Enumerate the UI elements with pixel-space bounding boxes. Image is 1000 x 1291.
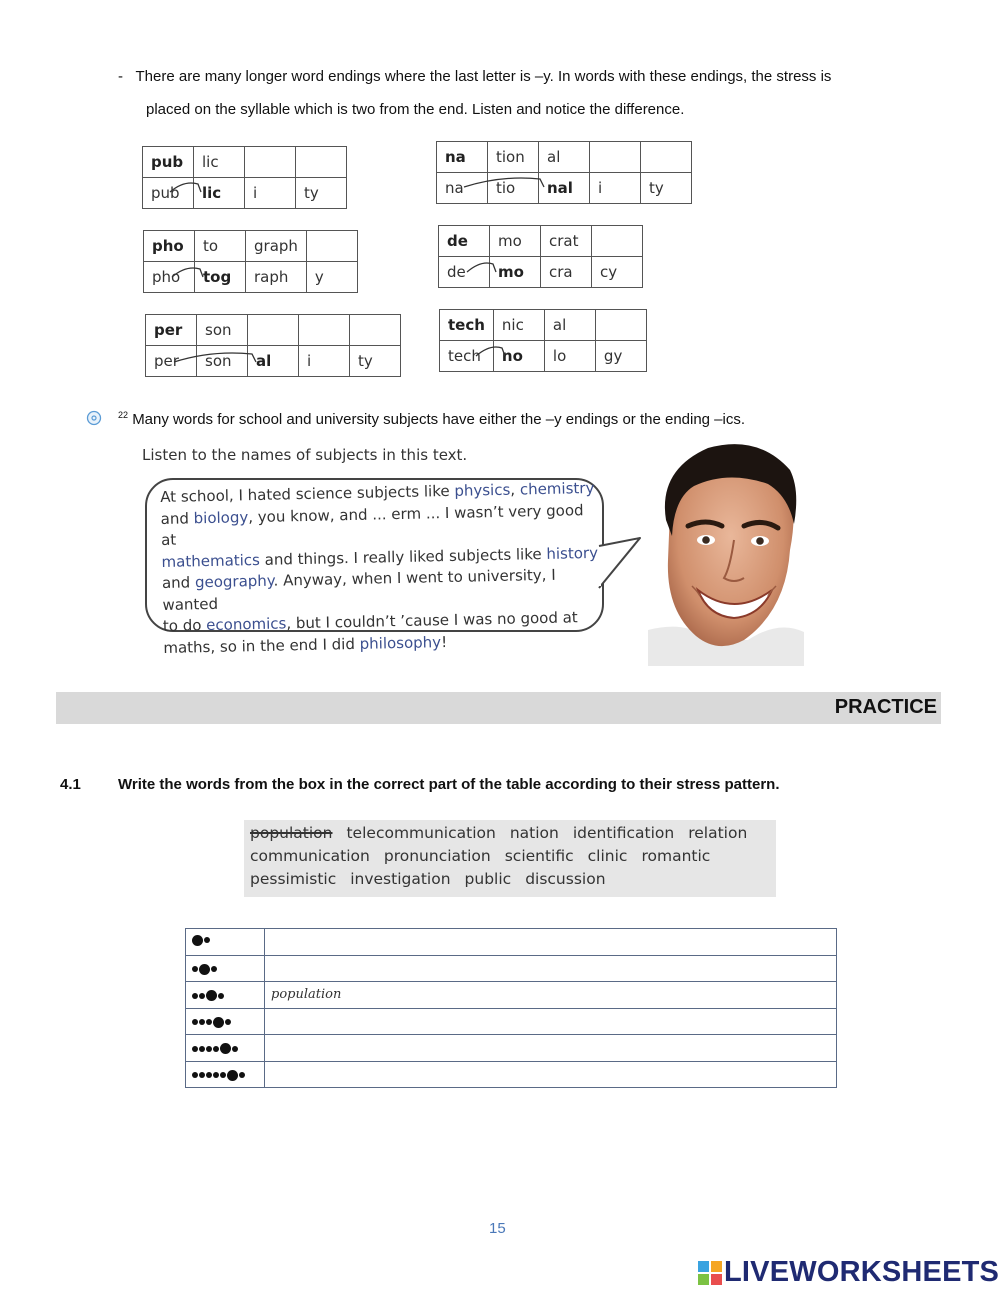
syllable-table-public [142, 146, 347, 209]
stress-pattern-cell [186, 982, 265, 1009]
syllable-cell: nic [493, 310, 544, 341]
syllable-cell: son [197, 346, 248, 377]
bubble-text-segment: , you know, and ... erm ... I wasn’t very good at [160, 500, 584, 549]
bubble-text-segment: ! [440, 632, 448, 651]
syllable-table-technology [439, 309, 647, 372]
syllable-cell: i [590, 173, 641, 204]
syllable-cell [248, 315, 299, 346]
answer-cell[interactable] [265, 1061, 837, 1088]
stress-row [186, 1008, 837, 1035]
stress-dots-icon [192, 935, 211, 946]
intro-line-2: placed on the syllable which is two from the end. Listen and notice the difference. [146, 101, 685, 118]
speech-bubble-text [160, 478, 604, 659]
stress-arrow-icon [474, 344, 514, 358]
syllable-cell: to [195, 231, 246, 262]
unstressed-dot [199, 1046, 205, 1052]
syllable-cell: pho [144, 262, 195, 293]
word-box-word: communication [250, 847, 370, 865]
bubble-text-segment: to do [162, 616, 207, 635]
subject-word: physics [454, 480, 511, 500]
unstressed-dot [199, 1019, 205, 1025]
stress-row [186, 1035, 837, 1062]
subject-word: mathematics [161, 550, 261, 571]
bubble-text-segment: and [161, 573, 196, 592]
word-box-word: discussion [525, 870, 606, 888]
unstressed-dot [204, 937, 210, 943]
word-box-word: relation [688, 824, 748, 842]
logo-cubes-icon [698, 1261, 722, 1285]
syllable-cell: tog [195, 262, 246, 293]
syllable-cell: tio [488, 173, 539, 204]
word-box-word: telecommunication [346, 824, 496, 842]
unstressed-dot [199, 1072, 205, 1078]
syllable-cell [592, 226, 643, 257]
intro-text-1: There are many longer word endings where the last letter is –y. In words with these endings, the stress is [135, 68, 832, 85]
answer-cell[interactable] [265, 955, 837, 982]
syllable-cell [299, 315, 350, 346]
subject-word: biology [193, 507, 249, 527]
syllable-cell: raph [246, 262, 307, 293]
liveworksheets-logo[interactable] [698, 1256, 999, 1289]
unstressed-dot [192, 1019, 198, 1025]
syllable-cell: tech [440, 310, 494, 341]
syllable-cell: pho [144, 231, 195, 262]
unstressed-dot [199, 993, 205, 999]
logo-cube [711, 1274, 722, 1285]
syllable-table-personality [145, 314, 401, 377]
unstressed-dot [206, 1019, 212, 1025]
stress-row [186, 982, 837, 1009]
syllable-cell: de [439, 226, 490, 257]
syllable-cell: pub [143, 147, 194, 178]
stress-pattern-cell [186, 1061, 265, 1088]
word-box-word: pessimistic [250, 870, 337, 888]
stress-arrow-icon [168, 180, 208, 194]
unstressed-dot [220, 1072, 226, 1078]
syllable-table-photography [143, 230, 358, 293]
syllable-cell [296, 147, 347, 178]
word-box-word: public [464, 870, 512, 888]
unstressed-dot [232, 1046, 238, 1052]
unstressed-dot [192, 993, 198, 999]
bubble-text-segment: and things. I really liked subjects like [259, 544, 547, 569]
word-box-row [250, 847, 724, 865]
unstressed-dot [192, 966, 198, 972]
word-box-word: identification [572, 824, 675, 842]
subject-word: economics [206, 614, 287, 635]
answer-cell[interactable]: population [265, 982, 837, 1009]
syllable-cell: no [493, 341, 544, 372]
syllable-cell: na [437, 173, 488, 204]
bubble-text-segment: maths, so in the end I did [163, 634, 360, 657]
syllable-cell [590, 142, 641, 173]
bubble-text-segment: , [510, 480, 521, 499]
stress-pattern-cell [186, 1035, 265, 1062]
subject-word: chemistry [519, 478, 595, 499]
unstressed-dot [192, 1072, 198, 1078]
audio-disc-icon[interactable] [86, 410, 102, 426]
bullet-dash: - [118, 68, 123, 85]
syllable-table-nationality [436, 141, 692, 204]
syllable-cell: lo [544, 341, 595, 372]
syllable-cell: tion [488, 142, 539, 173]
answer-cell[interactable] [265, 929, 837, 956]
syllable-cell: al [248, 346, 299, 377]
syllable-cell [641, 142, 692, 173]
practice-title: PRACTICE [834, 696, 937, 718]
stress-pattern-cell [186, 929, 265, 956]
stressed-dot [227, 1070, 238, 1081]
stress-pattern-cell [186, 955, 265, 982]
syllable-cell [350, 315, 401, 346]
bubble-text-segment: . Anyway, when I went to university, I wanted [162, 565, 556, 614]
syllable-cell: son [197, 315, 248, 346]
syllable-cell: na [437, 142, 488, 173]
note-sentence: Many words for school and university subjects have either the –y endings or the ending –ics. [132, 411, 746, 428]
speech-bubble-tail-icon [596, 530, 646, 600]
unstressed-dot [213, 1046, 219, 1052]
word-box-word: pronunciation [383, 847, 491, 865]
subject-word: history [546, 543, 599, 563]
logo-cube [698, 1261, 709, 1272]
syllable-cell: pub [143, 178, 194, 209]
syllable-cell: per [146, 315, 197, 346]
syllable-cell: crat [541, 226, 592, 257]
syllable-cell [595, 310, 646, 341]
syllable-cell: tech [440, 341, 494, 372]
syllable-cell: i [245, 178, 296, 209]
question-text: Write the words from the box in the correct part of the table according to their stress pattern. [118, 776, 780, 793]
syllable-cell: mo [490, 257, 541, 288]
stressed-dot [220, 1043, 231, 1054]
syllable-cell: nal [539, 173, 590, 204]
syllable-cell: al [544, 310, 595, 341]
intro-line-1 [118, 60, 938, 93]
stress-pattern-cell [186, 1008, 265, 1035]
stressed-dot [192, 935, 203, 946]
stress-dots-icon [192, 1017, 232, 1028]
syllable-cell: per [146, 346, 197, 377]
syllable-cell [306, 231, 357, 262]
stressed-dot [213, 1017, 224, 1028]
stress-dots-icon [192, 1043, 239, 1054]
word-box-word: romantic [641, 847, 711, 865]
stress-arrow-icon [465, 260, 505, 274]
page-number: 15 [489, 1220, 506, 1237]
stress-dots-icon [192, 1070, 246, 1081]
word-box [244, 820, 776, 897]
bubble-text-segment: and [160, 508, 194, 528]
unstressed-dot [192, 1046, 198, 1052]
syllable-cell: ty [350, 346, 401, 377]
syllable-cell: ty [641, 173, 692, 204]
question-number: 4.1 [60, 776, 81, 793]
syllable-cell: i [299, 346, 350, 377]
syllable-cell: graph [246, 231, 307, 262]
syllable-table-democracy [438, 225, 643, 288]
unstressed-dot [213, 1072, 219, 1078]
bubble-text-segment: At school, I hated science subjects like [160, 481, 455, 506]
logo-cube [698, 1274, 709, 1285]
syllable-cell [245, 147, 296, 178]
practice-section-header [56, 692, 941, 724]
word-box-word: scientific [504, 847, 574, 865]
stress-dots-icon [192, 990, 225, 1001]
stress-row [186, 929, 837, 956]
answer-cell[interactable] [265, 1035, 837, 1062]
unstressed-dot [211, 966, 217, 972]
word-box-word: population [250, 824, 333, 842]
stressed-dot [199, 964, 210, 975]
word-box-word: nation [509, 824, 559, 842]
stress-pattern-table [185, 928, 837, 1088]
syllable-cell: al [539, 142, 590, 173]
stress-row [186, 955, 837, 982]
syllable-cell: cra [541, 257, 592, 288]
subject-word: geography [194, 571, 274, 592]
intro-paragraph [118, 60, 938, 126]
stress-row [186, 1061, 837, 1088]
logo-cube [711, 1261, 722, 1272]
word-box-row [250, 870, 620, 888]
syllable-cell: de [439, 257, 490, 288]
syllable-cell: lic [194, 178, 245, 209]
word-box-word: clinic [587, 847, 628, 865]
logo-text: LIVEWORKSHEETS [724, 1256, 1000, 1288]
stress-arrow-icon [170, 265, 210, 279]
smiling-man-photo [648, 440, 804, 666]
answer-cell[interactable] [265, 1008, 837, 1035]
syllable-cell: lic [194, 147, 245, 178]
unstressed-dot [206, 1072, 212, 1078]
syllable-cell: cy [592, 257, 643, 288]
word-box-word: investigation [350, 870, 451, 888]
syllable-cell: gy [595, 341, 646, 372]
note-text [118, 410, 745, 428]
unstressed-dot [206, 1046, 212, 1052]
unstressed-dot [218, 993, 224, 999]
stressed-dot [206, 990, 217, 1001]
stress-dots-icon [192, 964, 218, 975]
word-box-row [250, 824, 761, 842]
syllable-cell: mo [490, 226, 541, 257]
track-number: 22 [118, 410, 129, 420]
stress-arrow-icon [172, 350, 262, 364]
syllable-cell: ty [296, 178, 347, 209]
unstressed-dot [225, 1019, 231, 1025]
listen-instruction: Listen to the names of subjects in this text. [142, 446, 468, 464]
stress-arrow-icon [462, 175, 552, 189]
syllable-cell: y [306, 262, 357, 293]
unstressed-dot [239, 1072, 245, 1078]
question-4-1 [60, 776, 780, 793]
subject-word: philosophy [359, 632, 442, 653]
bubble-text-segment: , but I couldn’t ’cause I was no good at [286, 608, 578, 633]
